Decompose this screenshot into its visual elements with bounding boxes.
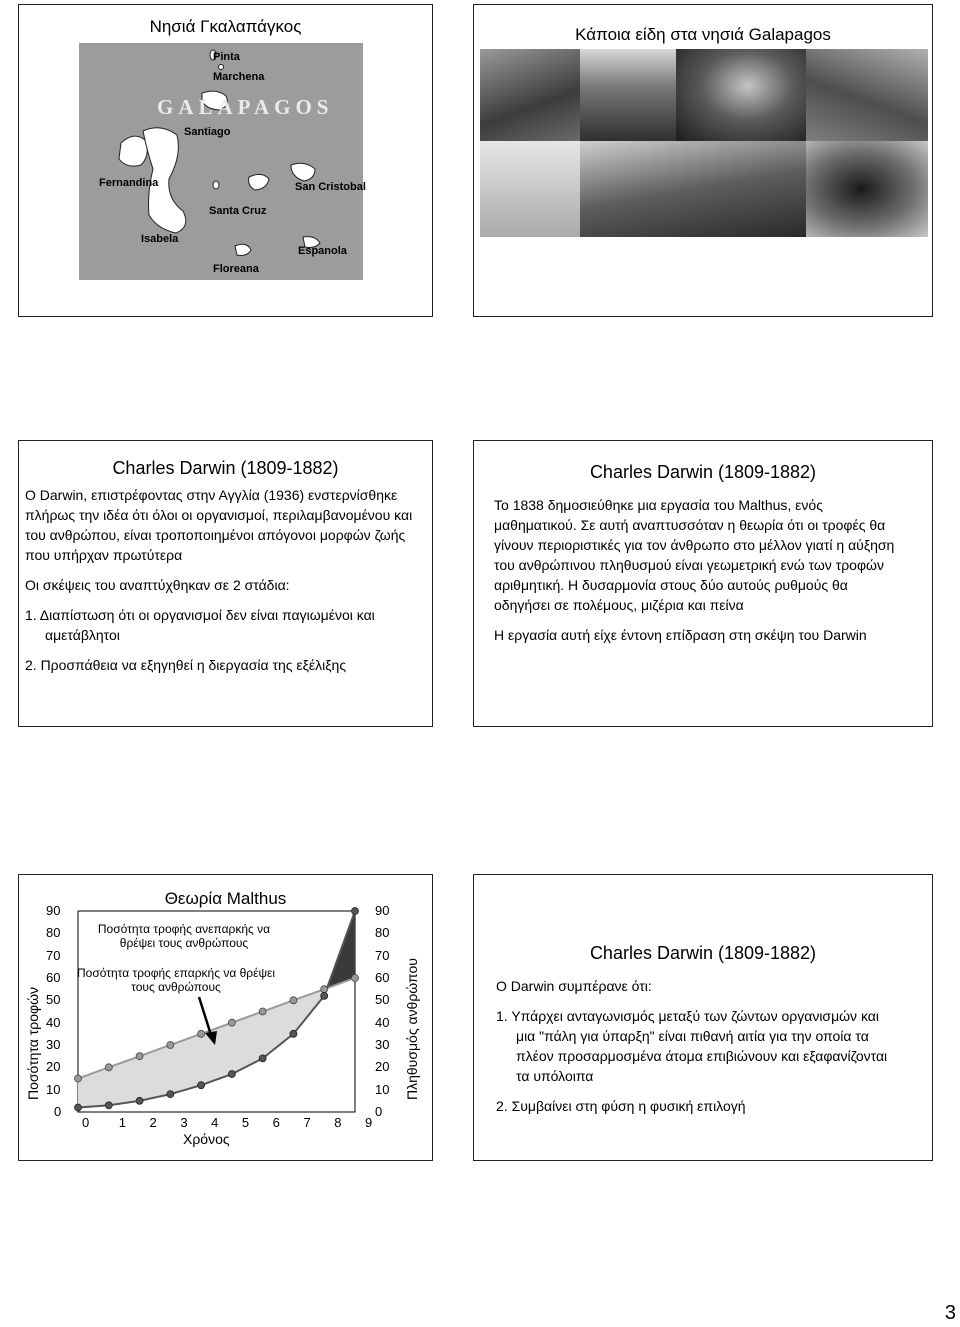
slide-body	[496, 976, 896, 1116]
y-tick-label-left: 40	[46, 1014, 61, 1030]
annotation-insufficient-food: Ποσότητα τροφής ανεπαρκής να θρέψει τους ανθρώπους	[97, 922, 271, 950]
data-point-population	[259, 1055, 266, 1062]
island-label-marchena: Marchena	[213, 71, 265, 83]
data-point-food	[228, 1019, 235, 1026]
y-tick-label-right: 40	[375, 1014, 390, 1030]
data-point-population	[136, 1097, 143, 1104]
slide-body	[25, 485, 425, 675]
data-point-population	[228, 1071, 235, 1078]
y-tick-label-left: 50	[46, 992, 61, 1008]
x-tick-label: 7	[303, 1115, 311, 1130]
chart-title: Θεωρία Malthus	[164, 889, 287, 908]
island-label-san-cristobal: San Cristobal	[295, 181, 366, 193]
slide-darwin-stages	[18, 440, 433, 727]
x-tick-label: 4	[211, 1115, 219, 1130]
y-tick-label-right: 90	[375, 903, 390, 918]
slide-malthus-work	[473, 440, 933, 727]
y-axis-label-population: Πληθυσμός ανθρώπου	[404, 958, 420, 1100]
data-point-food	[198, 1030, 205, 1037]
annotation-sufficient-food: Ποσότητα τροφής επαρκής να θρέψει τους ανθρώπους	[76, 966, 276, 994]
y-tick-label-right: 20	[375, 1059, 390, 1075]
x-tick-label: 5	[241, 1115, 250, 1130]
y-tick-label-right: 10	[375, 1081, 390, 1097]
slide-title: Charles Darwin (1809-1882)	[589, 943, 817, 963]
x-tick-label: 9	[365, 1115, 373, 1130]
slide-body	[494, 495, 899, 645]
data-point-population	[167, 1091, 174, 1098]
data-point-food	[352, 975, 359, 982]
data-point-population	[198, 1082, 205, 1089]
y-tick-label-left: 80	[46, 925, 61, 941]
paragraph-stages: Οι σκέψεις του αναπτύχθηκαν σε 2 στάδια:	[25, 577, 290, 593]
galapagos-map	[79, 43, 366, 280]
list-item-stage-2: 2. Προσπάθεια να εξηγηθεί η διεργασία της εξέλιξης	[25, 657, 347, 673]
x-tick-label: 1	[118, 1115, 126, 1130]
x-axis-label: Χρόνος	[183, 1131, 230, 1147]
y-tick-label-left: 60	[46, 970, 61, 985]
y-tick-label-left: 30	[46, 1037, 61, 1052]
data-point-food	[321, 986, 328, 993]
tortoise-photo	[676, 49, 806, 141]
list-item-stage-1: 1. Διαπίστωση ότι οι οργανισμοί δεν είναι παγιωμένοι και αμετάβλητοι	[25, 607, 375, 643]
slide-title: Νησιά Γκαλαπάγκος	[149, 17, 302, 36]
slide-title: Κάποια είδη στα νησιά Galapagos	[575, 25, 831, 44]
x-tick-label: 6	[272, 1115, 280, 1130]
slide-galapagos-map	[18, 4, 433, 317]
slide-darwin-conclusions	[473, 874, 933, 1161]
iguana-photo	[580, 141, 806, 237]
map-title: GALAPAGOS	[157, 95, 334, 119]
data-point-food	[105, 1064, 112, 1071]
y-tick-label-left: 0	[54, 1104, 62, 1119]
y-tick-label-right: 80	[375, 925, 390, 941]
data-point-food	[167, 1042, 174, 1049]
y-tick-label-left: 20	[46, 1059, 61, 1075]
data-point-food	[75, 1075, 82, 1082]
y-tick-label-left: 10	[46, 1081, 61, 1097]
pelican-photo	[806, 49, 928, 141]
y-tick-label-left: 70	[46, 947, 61, 963]
list-item-conclusion-2: 2. Συμβαίνει στη φύση η φυσική επιλογή	[496, 1098, 746, 1114]
data-point-population	[290, 1030, 297, 1037]
person-photo	[580, 49, 676, 141]
slide-malthus-chart	[18, 874, 433, 1161]
data-point-population	[321, 992, 328, 999]
y-tick-label-right: 0	[375, 1104, 383, 1119]
list-item-conclusion-1: 1. Υπάρχει ανταγωνισμός μεταξύ των ζώντων οργανισμών και μια "πάλη για ύπαρξη" είναι πιθανή αιτία για την οποία τα πλέον προσαρμοσμένα άτομα επιβιώνουν και εξαφανίζονται τα υπόλοιπα	[496, 1008, 888, 1084]
island-label-floreana: Floreana	[213, 263, 259, 275]
data-point-food	[259, 1008, 266, 1015]
slide-title: Charles Darwin (1809-1882)	[112, 458, 339, 478]
frigatebird-photo	[806, 141, 928, 237]
island-label-fernandina: Fernandina	[99, 177, 159, 189]
species-photo-collage	[480, 49, 928, 237]
paragraph-influence: Η εργασία αυτή είχε έντονη επίδραση στη σκέψη του Darwin	[494, 627, 867, 643]
data-point-food	[290, 997, 297, 1004]
y-tick-label-right: 50	[375, 992, 390, 1008]
page-number: 3	[944, 1302, 956, 1324]
data-point-population	[105, 1102, 112, 1109]
slide-species-photos	[473, 4, 933, 317]
lizard-photo	[480, 141, 580, 237]
malthus-chart	[19, 875, 433, 1161]
island-label-santiago: Santiago	[184, 126, 231, 138]
y-tick-label-right: 70	[375, 947, 390, 963]
data-point-population	[75, 1104, 82, 1111]
island-label-santa-cruz: Santa Cruz	[209, 205, 267, 217]
data-point-food	[136, 1053, 143, 1060]
island-label-pinta: Pinta	[213, 51, 240, 63]
island-label-isabela: Isabela	[141, 233, 179, 245]
y-tick-label-right: 30	[375, 1037, 390, 1052]
paragraph-intro: Ο Darwin συμπέρανε ότι:	[496, 978, 652, 994]
data-point-population	[352, 908, 359, 915]
island-label-espanola: Espanola	[298, 245, 347, 257]
cactus-photo	[480, 49, 580, 141]
y-tick-label-right: 60	[375, 970, 390, 985]
x-tick-label: 0	[82, 1115, 90, 1130]
paragraph-malthus: Το 1838 δημοσιεύθηκε μια εργασία του Malthus, ενός μαθηματικού. Σε αυτή αναπτυσσόταν η θεωρία ότι οι τροφές θα γίνουν περιοριστικές για τον άνθρωπο στο μέλλον γιατί η αύξηση του ανθρώπινου πληθυσμού είναι γεωμετρική ενώ των τροφών αριθμητική. Η δυσαρμονία στους δύο αυτούς ρυθμούς θα οδηγήσει σε πολέμους, μιζέρια και πείνα	[494, 497, 895, 613]
x-tick-label: 8	[334, 1115, 342, 1130]
y-axis-label-food: Ποσότητα τροφών	[25, 986, 41, 1100]
paragraph-intro: Ο Darwin, επιστρέφοντας στην Αγγλία (1936) ενστερνίσθηκε πλήρως την ιδέα ότι όλοι οι οργανισμοί, περιλαμβανομένου και του ανθρώπου, είναι τροποποιημένοι απόγονοι μορφών ζωής που υπήρχαν πρωτύτερα	[25, 487, 413, 563]
y-tick-label-left: 90	[46, 903, 61, 918]
slide-title: Charles Darwin (1809-1882)	[589, 462, 817, 482]
x-tick-label: 2	[149, 1115, 157, 1130]
x-tick-label: 3	[180, 1115, 188, 1130]
